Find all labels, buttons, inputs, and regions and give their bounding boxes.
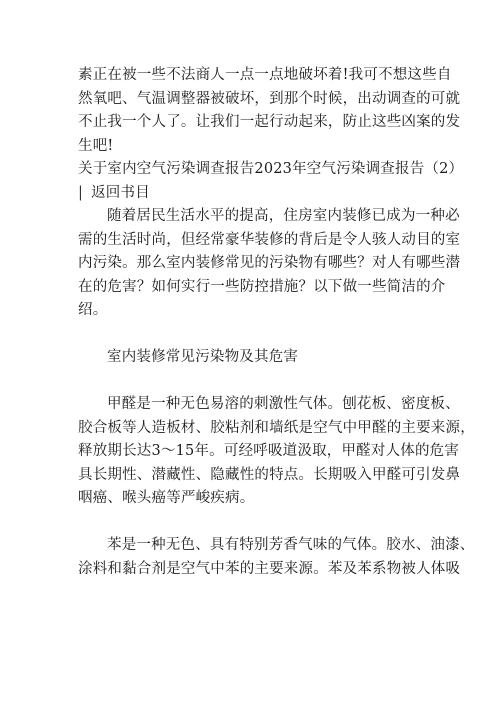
text-line: 涂料和黏合剂是空气中苯的主要来源。苯及苯系物被人体吸 (78, 560, 461, 577)
text-line: 咽癌、喉头癌等严峻疾病。 (78, 490, 255, 506)
text-line: 绍。 (78, 302, 108, 318)
text-line: 素正在被一些不法商人一点一点地破坏着!我可不想这些自 (78, 67, 452, 83)
text-line: 需的生活时尚，但经常豪华装修的背后是令人骇人动目的室 (78, 231, 461, 248)
toc-nav (78, 182, 434, 206)
paragraph-continued (78, 64, 461, 158)
text-line: 苯是一种无色、具有特别芳香气味的气体。胶水、油漆、 (107, 537, 475, 553)
back-to-toc-link[interactable]: 返回书目 (91, 184, 150, 201)
text-line: 然氧吧、气温调整器被破坏，到那个时候，出动调查的可就 (78, 90, 461, 107)
article-title: 关于室内空气污染调查报告2023年空气污染调查报告（2） (78, 161, 464, 177)
spacer (78, 511, 434, 535)
text-line: 不止我一个人了。让我们一起行动起来，防止这些凶案的发 (78, 114, 461, 130)
section-heading: 室内装修常见污染物及其危害 (107, 349, 299, 365)
text-line: 具长期性、潜藏性、隐藏性的特点。长期吸入甲醛可引发鼻 (78, 466, 461, 483)
text-line: 随着居民生活水平的提高，住房室内装修已成为一种必 (107, 208, 460, 224)
text-line: 生吧! (78, 137, 114, 154)
text-line: 释放期长达3～15年。可经呼吸道汲取，甲醛对人体的危害 (78, 443, 460, 459)
spacer (78, 370, 434, 394)
nav-separator: | (78, 184, 84, 201)
text-line: 内污染。那么室内装修常见的污染物有哪些？对人有哪些潜 (78, 255, 461, 271)
intro-paragraph (78, 205, 461, 323)
formaldehyde-paragraph (78, 393, 475, 511)
spacer (78, 323, 434, 347)
benzene-paragraph (78, 534, 475, 581)
text-line: 胶合板等人造板材、胶粘剂和墙纸是空气中甲醛的主要来源， (78, 419, 475, 436)
text-line: 在的危害？如何实行一些防控措施？以下做一些简洁的介 (78, 278, 446, 295)
document-body (78, 64, 475, 581)
text-line: 甲醛是一种无色易溶的刺激性气体。刨花板、密度板、 (107, 396, 460, 412)
